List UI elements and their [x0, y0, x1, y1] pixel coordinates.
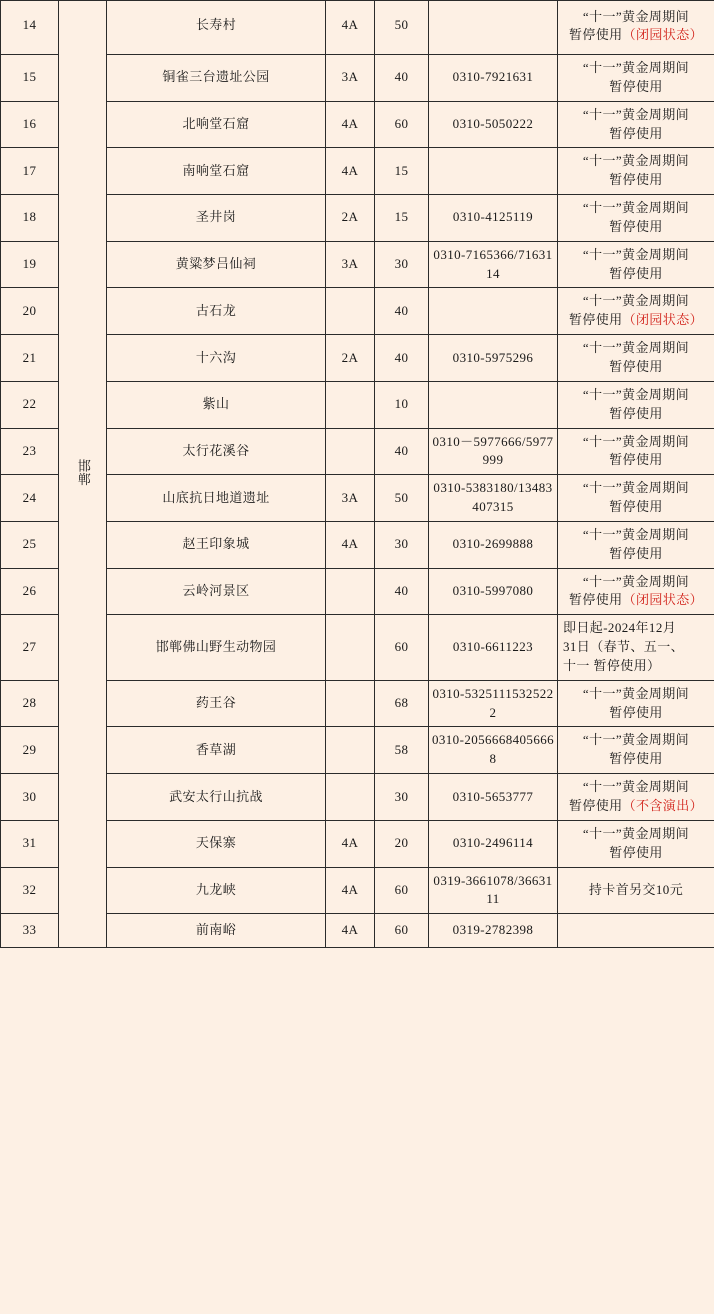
cell-level: 4A: [326, 820, 375, 867]
cell-level: [326, 381, 375, 428]
cell-level: 4A: [326, 914, 375, 948]
cell-level: 2A: [326, 335, 375, 382]
cell-phone: 0310-5975296: [429, 335, 558, 382]
cell-index: 33: [1, 914, 59, 948]
cell-index: 29: [1, 727, 59, 774]
cell-note: [558, 727, 714, 774]
cell-level: 3A: [326, 55, 375, 102]
note-red-annotation: （闭园状态）: [622, 26, 703, 42]
cell-index: 24: [1, 475, 59, 522]
note-line: 暂停使用: [609, 172, 663, 188]
note-line: 暂停使用（闭园状态）: [568, 26, 703, 42]
note-line: “十一”黄金周期间: [582, 153, 690, 169]
table-row: [1, 475, 714, 522]
cell-index: 28: [1, 680, 59, 727]
note-line: “十一”黄金周期间: [582, 685, 690, 701]
cell-level: 4A: [326, 521, 375, 568]
cell-note: [558, 288, 714, 335]
cell-note: [558, 55, 714, 102]
cell-price: 60: [375, 615, 429, 681]
note-line: 暂停使用（闭园状态）: [568, 312, 703, 328]
cell-index: 25: [1, 521, 59, 568]
cell-index: 16: [1, 101, 59, 148]
note-line: 即日起-2024年12月: [563, 620, 677, 636]
note-line: “十一”黄金周期间: [582, 732, 690, 748]
cell-spot-name: 十六沟: [107, 335, 326, 382]
cell-level: 2A: [326, 195, 375, 242]
table-row: [1, 774, 714, 821]
cell-price: 60: [375, 867, 429, 914]
cell-note: [558, 1, 714, 55]
cell-spot-name: 铜雀三台遗址公园: [107, 55, 326, 102]
note-line: 暂停使用: [609, 844, 663, 860]
cell-index: 15: [1, 55, 59, 102]
cell-phone: 0310-7165366/7163114: [429, 241, 558, 288]
table-row: [1, 241, 714, 288]
cell-phone: 0310-7921631: [429, 55, 558, 102]
note-line: “十一”黄金周期间: [582, 246, 690, 262]
note-line: 暂停使用: [609, 358, 663, 374]
cell-phone: 0310-5997080: [429, 568, 558, 615]
table-row: [1, 335, 714, 382]
cell-note: [558, 381, 714, 428]
note-line: 十一 暂停使用）: [563, 657, 661, 673]
note-line: “十一”黄金周期间: [582, 433, 690, 449]
note-line: 暂停使用: [609, 452, 663, 468]
note-line: “十一”黄金周期间: [582, 825, 690, 841]
cell-index: 22: [1, 381, 59, 428]
cell-city-merged: 邯郸: [59, 1, 107, 948]
note-line: 暂停使用: [609, 78, 663, 94]
note-line: “十一”黄金周期间: [582, 8, 690, 24]
table-row: [1, 288, 714, 335]
cell-note: [558, 568, 714, 615]
table-row: [1, 1, 714, 55]
cell-spot-name: 云岭河景区: [107, 568, 326, 615]
note-line: “十一”黄金周期间: [582, 293, 690, 309]
note-line: “十一”黄金周期间: [582, 60, 690, 75]
cell-price: 50: [375, 1, 429, 55]
note-red-annotation: （闭园状态）: [622, 312, 703, 328]
cell-spot-name: 太行花溪谷: [107, 428, 326, 475]
table-row: [1, 101, 714, 148]
note-line: “十一”黄金周期间: [582, 526, 690, 542]
note-line: 暂停使用: [609, 125, 663, 141]
cell-price: 40: [375, 288, 429, 335]
cell-level: [326, 288, 375, 335]
cell-phone: 0310-6611223: [429, 615, 558, 681]
cell-price: 20: [375, 820, 429, 867]
cell-price: 60: [375, 914, 429, 948]
note-line: “十一”黄金周期间: [582, 573, 690, 589]
cell-phone: 0310-20566684056668: [429, 727, 558, 774]
note-line: “十一”黄金周期间: [582, 340, 690, 356]
cell-phone: 0310-5383180/13483407315: [429, 475, 558, 522]
cell-price: 40: [375, 428, 429, 475]
note-line: “十一”黄金周期间: [582, 480, 690, 496]
note-line: 暂停使用: [609, 218, 663, 234]
cell-index: 27: [1, 615, 59, 681]
table-row: [1, 148, 714, 195]
table-row: [1, 680, 714, 727]
cell-index: 31: [1, 820, 59, 867]
cell-spot-name: 紫山: [107, 381, 326, 428]
cell-price: 40: [375, 568, 429, 615]
cell-note: [558, 335, 714, 382]
table-row: [1, 568, 714, 615]
cell-note: [558, 101, 714, 148]
cell-index: 19: [1, 241, 59, 288]
table-row: [1, 820, 714, 867]
cell-phone: 0310-5050222: [429, 101, 558, 148]
cell-spot-name: 南响堂石窟: [107, 148, 326, 195]
cell-phone: 0310-2699888: [429, 521, 558, 568]
cell-price: 10: [375, 381, 429, 428]
cell-index: 21: [1, 335, 59, 382]
cell-price: 40: [375, 55, 429, 102]
cell-spot-name: 香草湖: [107, 727, 326, 774]
cell-spot-name: 九龙峡: [107, 867, 326, 914]
table-row: [1, 195, 714, 242]
cell-price: 40: [375, 335, 429, 382]
note-line: 持卡首另交10元: [588, 881, 684, 897]
cell-index: 23: [1, 428, 59, 475]
cell-level: [326, 615, 375, 681]
cell-price: 30: [375, 521, 429, 568]
cell-level: 4A: [326, 1, 375, 55]
cell-note: [558, 521, 714, 568]
note-red-annotation: （不含演出）: [622, 798, 703, 813]
note-line: 暂停使用（闭园状态）: [568, 592, 703, 608]
note-line: “十一”黄金周期间: [582, 779, 690, 795]
note-line: 暂停使用: [609, 545, 663, 561]
cell-note: [558, 774, 714, 821]
cell-level: 3A: [326, 475, 375, 522]
note-line: “十一”黄金周期间: [582, 200, 690, 216]
cell-phone: [429, 1, 558, 55]
cell-phone: 0310-53251115325222: [429, 680, 558, 727]
table-row: [1, 727, 714, 774]
cell-note: [558, 680, 714, 727]
note-red-annotation: （闭园状态）: [622, 592, 703, 608]
cell-price: 30: [375, 774, 429, 821]
cell-index: 30: [1, 774, 59, 821]
cell-level: [326, 428, 375, 475]
table-row: [1, 867, 714, 914]
table-row: [1, 428, 714, 475]
cell-spot-name: 山底抗日地道遗址: [107, 475, 326, 522]
note-line: 暂停使用（不含演出）: [568, 798, 703, 813]
cell-note: [558, 820, 714, 867]
cell-index: 14: [1, 1, 59, 55]
cell-note: [558, 914, 714, 948]
cell-phone: 0310－5977666/5977999: [429, 428, 558, 475]
cell-phone: 0319-2782398: [429, 914, 558, 948]
cell-price: 30: [375, 241, 429, 288]
cell-spot-name: 黄粱梦吕仙祠: [107, 241, 326, 288]
cell-phone: 0319-3661078/3663111: [429, 867, 558, 914]
cell-index: 17: [1, 148, 59, 195]
cell-note: [558, 148, 714, 195]
cell-index: 20: [1, 288, 59, 335]
cell-phone: [429, 288, 558, 335]
cell-spot-name: 邯郸佛山野生动物园: [107, 615, 326, 681]
note-line: 暂停使用: [609, 499, 663, 515]
table-row: [1, 381, 714, 428]
cell-note: [558, 475, 714, 522]
cell-price: 68: [375, 680, 429, 727]
note-line: “十一”黄金周期间: [582, 106, 690, 122]
table-row: [1, 615, 714, 681]
note-line: 暂停使用: [609, 265, 663, 281]
note-line: “十一”黄金周期间: [582, 386, 690, 402]
cell-spot-name: 天保寨: [107, 820, 326, 867]
cell-spot-name: 圣井岗: [107, 195, 326, 242]
cell-phone: 0310-4125119: [429, 195, 558, 242]
cell-price: 15: [375, 195, 429, 242]
cell-phone: 0310-2496114: [429, 820, 558, 867]
note-line: 暂停使用: [609, 405, 663, 421]
cell-level: [326, 568, 375, 615]
cell-spot-name: 长寿村: [107, 1, 326, 55]
cell-note: [558, 428, 714, 475]
cell-note: [558, 615, 714, 681]
cell-level: 4A: [326, 867, 375, 914]
cell-spot-name: 古石龙: [107, 288, 326, 335]
cell-phone: [429, 148, 558, 195]
cell-price: 60: [375, 101, 429, 148]
cell-level: [326, 774, 375, 821]
cell-price: 15: [375, 148, 429, 195]
cell-index: 32: [1, 867, 59, 914]
cell-spot-name: 前南峪: [107, 914, 326, 948]
cell-spot-name: 武安太行山抗战: [107, 774, 326, 821]
cell-level: [326, 680, 375, 727]
cell-level: [326, 727, 375, 774]
cell-spot-name: 赵王印象城: [107, 521, 326, 568]
table-row: [1, 914, 714, 948]
cell-price: 58: [375, 727, 429, 774]
cell-note: [558, 195, 714, 242]
table-row: [1, 521, 714, 568]
table-body: [1, 1, 714, 948]
cell-level: 4A: [326, 101, 375, 148]
cell-price: 50: [375, 475, 429, 522]
note-line: 31日（春节、五一、: [563, 639, 685, 655]
cell-index: 26: [1, 568, 59, 615]
cell-note: [558, 241, 714, 288]
cell-index: 18: [1, 195, 59, 242]
cell-spot-name: 北响堂石窟: [107, 101, 326, 148]
cell-phone: 0310-5653777: [429, 774, 558, 821]
table-row: [1, 55, 714, 102]
cell-phone: [429, 381, 558, 428]
cell-note: [558, 867, 714, 914]
cell-spot-name: 药王谷: [107, 680, 326, 727]
note-line: 暂停使用: [609, 704, 663, 720]
cell-level: 3A: [326, 241, 375, 288]
cell-level: 4A: [326, 148, 375, 195]
note-line: 暂停使用: [609, 751, 663, 767]
